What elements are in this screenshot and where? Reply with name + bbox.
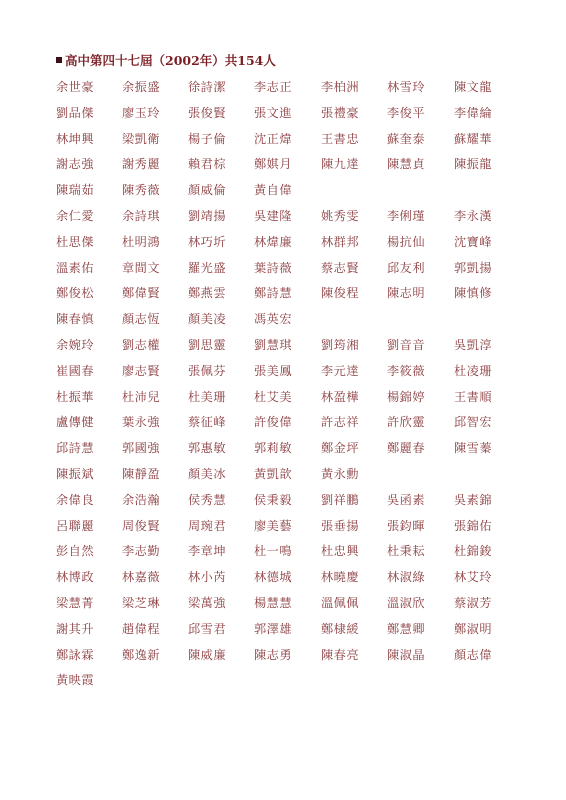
name-entry: 蔡淑芳 [454,595,493,610]
name-entry: 林博政 [56,570,95,585]
name-row [56,491,516,517]
name-entry: 廖志賢 [122,363,161,378]
name-entry: 鄭燕雲 [188,286,227,301]
name-row [56,620,516,646]
name-row [56,155,516,181]
name-entry: 陳文龍 [454,80,493,94]
name-entry: 陳振斌 [56,466,95,481]
name-entry: 吳凱淳 [454,337,493,352]
name-row [56,439,516,465]
name-row [56,130,516,156]
name-entry: 張美鳳 [254,363,293,378]
name-entry: 許俊偉 [254,415,293,430]
name-entry: 顏美冰 [188,466,227,481]
name-entry: 杜振華 [56,389,95,404]
name-row [56,568,516,594]
name-entry: 鄭慧卿 [387,621,426,636]
name-entry: 林小芮 [188,570,227,585]
name-entry: 賴君棕 [188,157,227,172]
name-row [56,388,516,414]
name-entry: 杜明鴻 [122,234,161,249]
name-entry: 劉慧琪 [254,337,293,352]
name-row [56,207,516,233]
name-entry: 李永漢 [454,208,493,223]
name-row [56,594,516,620]
name-entry: 陳淑晶 [387,647,426,662]
name-entry: 余偉良 [56,492,95,507]
name-entry: 李志勤 [122,544,161,559]
name-entry: 鄭棣緩 [321,621,360,636]
name-entry: 許欣靈 [387,415,426,430]
name-entry: 鄭金坪 [321,441,360,456]
name-entry: 陳威廉 [188,647,227,662]
name-entry: 謝秀麗 [122,157,161,172]
name-entry: 余仁愛 [56,208,95,223]
name-row [56,542,516,568]
name-entry: 余振盛 [122,80,161,94]
name-entry: 顏志偉 [454,647,493,662]
name-entry: 謝志強 [56,157,95,172]
name-entry: 陳春慎 [56,312,95,327]
name-entry: 林雪玲 [387,80,426,94]
name-entry: 李章坤 [188,544,227,559]
name-entry: 林嘉薇 [122,570,161,585]
name-entry: 蔡征峰 [188,415,227,430]
name-row [56,336,516,362]
name-entry: 顏志恆 [122,312,161,327]
name-entry: 周俊賢 [122,518,161,533]
name-entry: 張俊賢 [188,105,227,120]
name-entry: 侯秉毅 [254,492,293,507]
name-entry: 陳慎修 [454,286,493,301]
name-row [56,465,516,491]
name-entry: 沈正煒 [254,131,293,146]
name-entry: 周琬君 [188,518,227,533]
name-entry: 杜美珊 [188,389,227,404]
name-entry: 郭惠敏 [188,441,227,456]
name-row [56,259,516,285]
name-entry: 鄭詩慧 [254,286,293,301]
name-entry: 溫素佑 [56,260,95,275]
name-entry: 李元達 [321,363,360,378]
name-entry: 郭澤雄 [254,621,293,636]
name-entry: 楊子倫 [188,131,227,146]
name-entry: 劉志權 [122,337,161,352]
name-row [56,181,516,207]
name-entry: 許志祥 [321,415,360,430]
name-entry: 徐詩潔 [188,80,227,94]
name-entry: 林曉慶 [321,570,360,585]
name-entry: 廖美藝 [254,518,293,533]
name-entry: 張鈞暉 [387,518,426,533]
name-entry: 李俐瑾 [387,208,426,223]
name-row [56,284,516,310]
name-entry: 梁芝琳 [122,595,161,610]
name-entry: 陳秀薇 [122,183,161,198]
name-row [56,671,516,697]
name-row [56,646,516,672]
name-entry: 張文進 [254,105,293,120]
name-entry: 梁凱衛 [122,131,161,146]
name-entry: 余詩琪 [122,208,161,223]
name-entry: 陳振龍 [454,157,493,172]
name-entry: 張禮豪 [321,105,360,120]
name-entry: 吳建隆 [254,208,293,223]
name-entry: 廖玉玲 [122,105,161,120]
name-entry: 侯秀慧 [188,492,227,507]
name-entry: 陳志明 [387,286,426,301]
name-row [56,233,516,259]
name-entry: 吳素錦 [454,492,493,507]
name-row [56,517,516,543]
name-entry: 杜艾美 [254,389,293,404]
name-entry: 張垂揚 [321,518,360,533]
name-entry: 杜秉耘 [387,544,426,559]
name-entry: 劉筠湘 [321,337,360,352]
name-entry: 郭凱揚 [454,260,493,275]
name-entry: 姚秀雯 [321,208,360,223]
name-entry: 趙偉程 [122,621,161,636]
square-bullet-icon [56,57,62,63]
name-list [56,78,516,697]
name-entry: 邱雪君 [188,621,227,636]
name-entry: 盧傳健 [56,415,95,430]
name-entry: 杜一鳴 [254,544,293,559]
name-entry: 溫淑欣 [387,595,426,610]
name-entry: 陳志勇 [254,647,293,662]
name-entry: 顏美凌 [188,312,227,327]
name-entry: 羅光盛 [188,260,227,275]
name-entry: 章間文 [122,260,161,275]
name-entry: 郭莉敏 [254,441,293,456]
name-entry: 杜錦鋑 [454,544,493,559]
name-entry: 劉音音 [387,337,426,352]
name-entry: 劉祥鵬 [321,492,360,507]
heading-text: 高中第四十七屆（2002年）共154人 [65,53,276,68]
name-entry: 林煒廉 [254,234,293,249]
name-entry: 陳九達 [321,157,360,172]
name-entry: 馮英宏 [254,312,293,327]
name-row [56,413,516,439]
name-entry: 黃永勳 [321,466,360,481]
name-entry: 陳靜盈 [122,466,161,481]
name-entry: 李柏洲 [321,80,360,94]
name-entry: 沈寶峰 [454,234,493,249]
name-row [56,78,516,104]
name-entry: 陳雪蓁 [454,441,493,456]
name-row [56,362,516,388]
name-entry: 崔國春 [56,363,95,378]
name-entry: 張錦佑 [454,518,493,533]
name-entry: 鄭俊松 [56,286,95,301]
name-entry: 黃自偉 [254,183,293,198]
name-entry: 梁萬強 [188,595,227,610]
name-entry: 葉永強 [122,415,161,430]
name-entry: 鄭詠霖 [56,647,95,662]
name-entry: 陳慧貞 [387,157,426,172]
name-entry: 梁慧菁 [56,595,95,610]
name-entry: 李俊平 [387,105,426,120]
name-entry: 楊抗仙 [387,234,426,249]
name-entry: 黃映霞 [56,673,95,688]
name-entry: 鄭麗春 [387,441,426,456]
name-entry: 邱友利 [387,260,426,275]
name-entry: 林淑綠 [387,570,426,585]
name-entry: 溫佩佩 [321,595,360,610]
section-heading [56,51,276,69]
name-entry: 杜凌珊 [454,363,493,378]
name-entry: 鄭偉賢 [122,286,161,301]
name-entry: 林盈樺 [321,389,360,404]
name-entry: 杜沛兒 [122,389,161,404]
name-entry: 陳春亮 [321,647,360,662]
name-entry: 楊錦婷 [387,389,426,404]
name-entry: 李志正 [254,80,293,94]
name-entry: 顏威倫 [188,183,227,198]
name-entry: 林坤興 [56,131,95,146]
name-entry: 鄭淑明 [454,621,493,636]
name-entry: 杜思傑 [56,234,95,249]
name-entry: 余世豪 [56,80,95,94]
name-row [56,310,516,336]
name-entry: 劉品傑 [56,105,95,120]
name-entry: 林群邦 [321,234,360,249]
name-entry: 蘇耀華 [454,131,493,146]
name-entry: 葉詩薇 [254,260,293,275]
name-entry: 李筱薇 [387,363,426,378]
name-entry: 陳俊程 [321,286,360,301]
name-entry: 蔡志賢 [321,260,360,275]
name-entry: 郭國強 [122,441,161,456]
name-entry: 余浩瀚 [122,492,161,507]
name-entry: 謝其升 [56,621,95,636]
name-entry: 杜忠興 [321,544,360,559]
name-entry: 林巧圻 [188,234,227,249]
name-entry: 陳瑞茹 [56,183,95,198]
name-entry: 黃凱歆 [254,466,293,481]
name-entry: 劉靖揚 [188,208,227,223]
name-entry: 王書順 [454,389,493,404]
name-entry: 劉思靈 [188,337,227,352]
name-entry: 呂聯麗 [56,518,95,533]
name-entry: 張佩芬 [188,363,227,378]
name-entry: 李偉綸 [454,105,493,120]
name-entry: 邱詩慧 [56,441,95,456]
name-entry: 林艾玲 [454,570,493,585]
name-entry: 鄭娸月 [254,157,293,172]
name-entry: 王書忠 [321,131,360,146]
name-entry: 楊慧慧 [254,595,293,610]
name-entry: 余婉玲 [56,337,95,352]
name-entry: 吳函素 [387,492,426,507]
name-row [56,104,516,130]
name-entry: 鄭逸新 [122,647,161,662]
name-entry: 彭自然 [56,544,95,559]
name-entry: 邱智宏 [454,415,493,430]
name-entry: 林德城 [254,570,293,585]
name-entry: 蘇奎泰 [387,131,426,146]
